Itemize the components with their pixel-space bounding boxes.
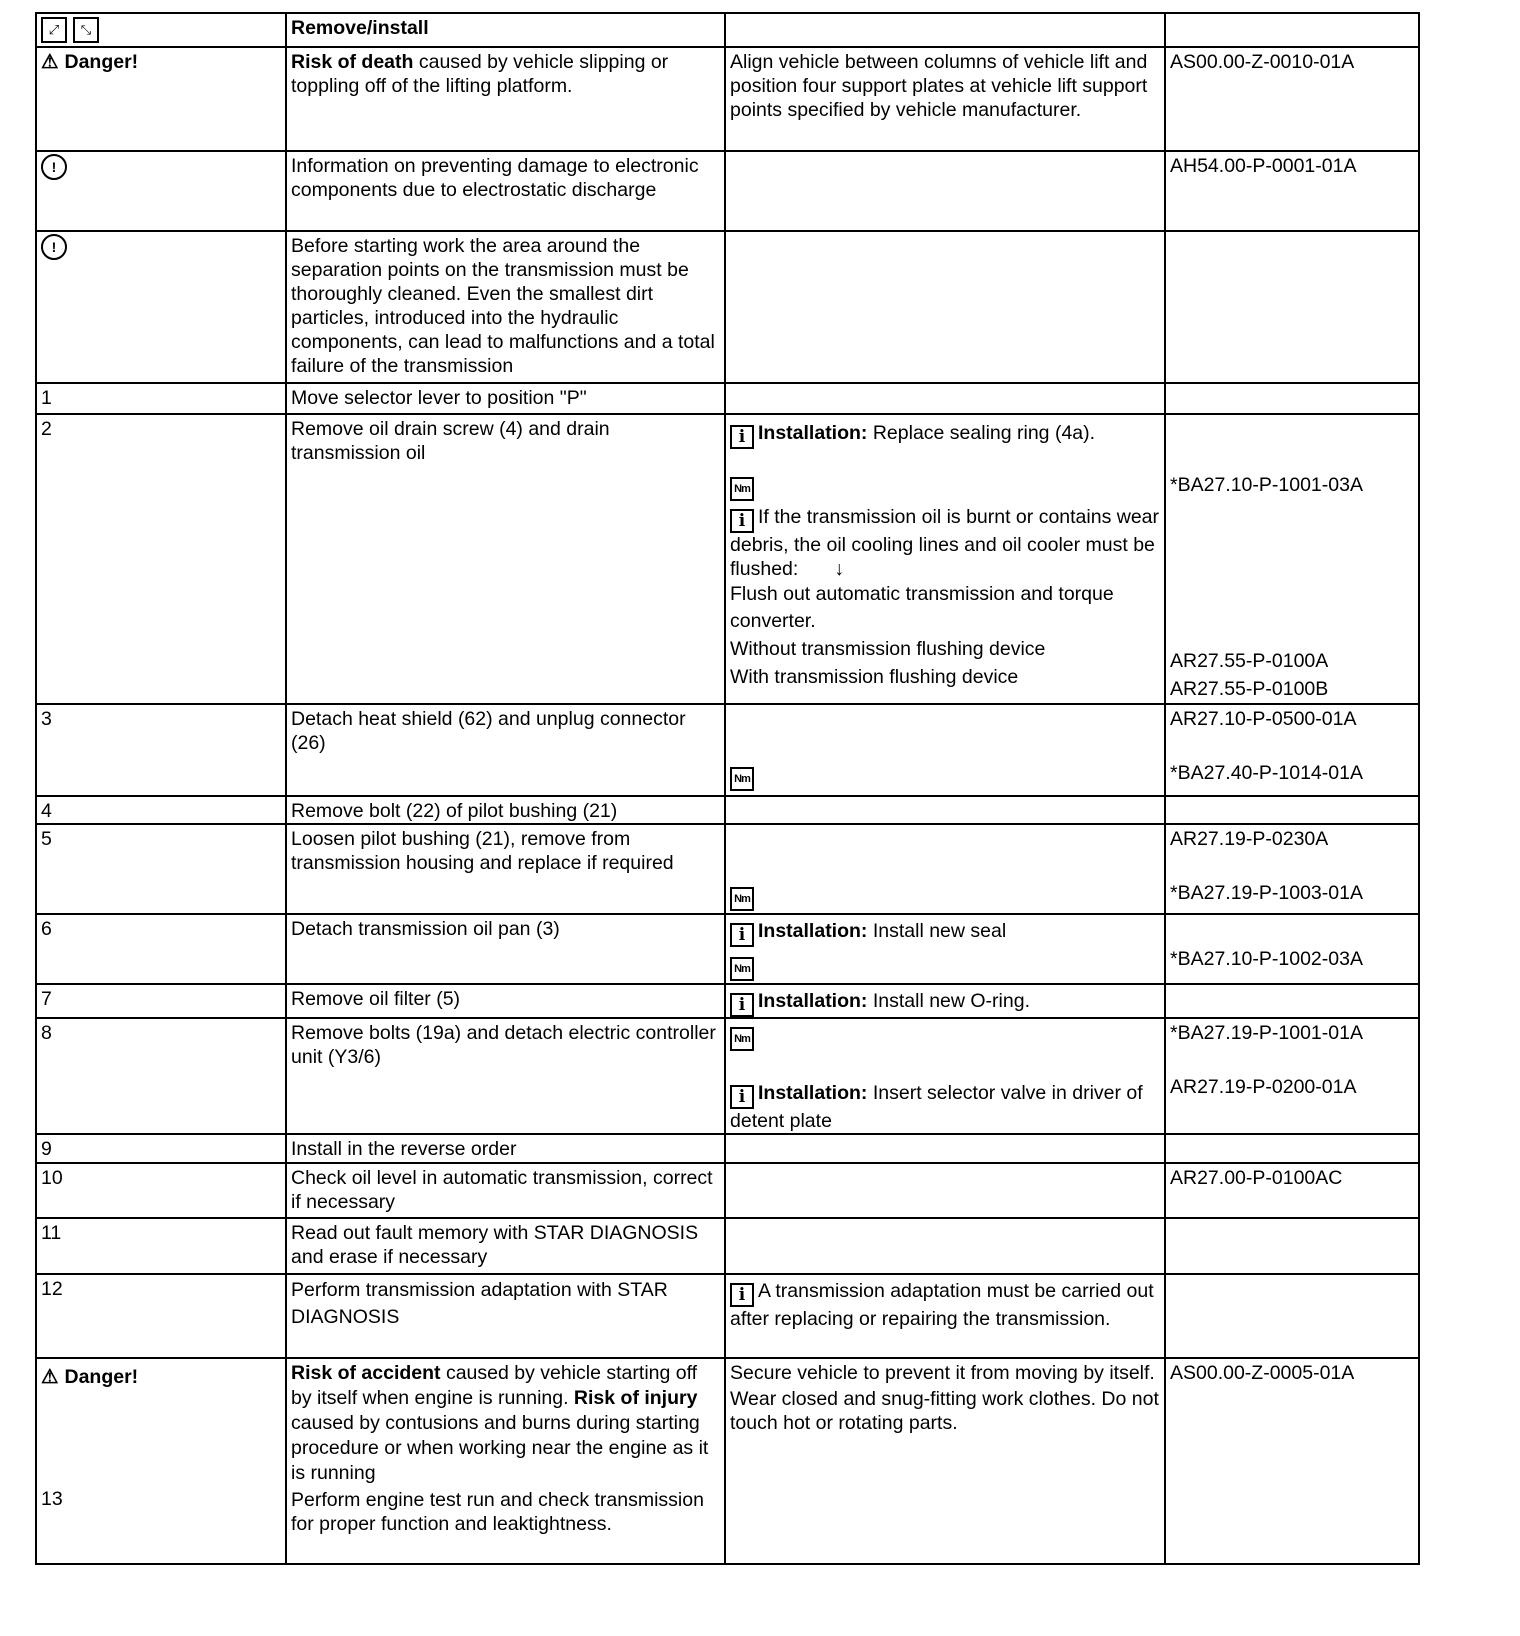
danger-cell (36, 47, 286, 151)
step-description: Install in the reverse order (286, 1134, 725, 1163)
empty-cell (1165, 1274, 1419, 1358)
doc-ref-link[interactable]: *BA27.10-P-1002-03A (1170, 948, 1363, 970)
header-icons-cell (36, 13, 286, 47)
doc-ref-link[interactable]: *BA27.10-P-1001-03A (1170, 474, 1363, 496)
danger-label: Danger! (64, 51, 139, 73)
refs-cell (1165, 414, 1419, 704)
table-row (36, 414, 1419, 704)
step-number: 7 (36, 984, 286, 1018)
doc-ref-link[interactable]: *BA27.19-P-1003-01A (1170, 882, 1363, 904)
empty-cell (1165, 1218, 1419, 1274)
step-description: Remove bolts (19a) and detach electric controller unit (Y3/6) (286, 1018, 725, 1134)
step-number: 6 (36, 914, 286, 984)
step-description: Read out fault memory with STAR DIAGNOSIS and erase if necessary (286, 1218, 725, 1274)
table-row (36, 984, 1419, 1018)
step-description: Remove oil drain screw (4) and drain transmission oil (286, 414, 725, 704)
torque-icon[interactable]: Nm (730, 887, 754, 911)
danger-bold-text: Risk of accident (291, 1362, 441, 1384)
note-bold: Installation: (758, 422, 868, 444)
step-number: 1 (36, 383, 286, 414)
step-description: Detach heat shield (62) and unplug connector (26) (286, 704, 725, 796)
danger-description (286, 1358, 725, 1564)
info-icon: i (730, 923, 754, 947)
doc-ref-link[interactable]: AR27.00-P-0100AC (1165, 1163, 1419, 1218)
danger-text: caused by vehicle slipping or toppling off of the lifting platform. (291, 51, 669, 97)
step-number: 3 (36, 704, 286, 796)
danger-cell (36, 1358, 286, 1564)
step-number: 8 (36, 1018, 286, 1134)
info-icon: i (730, 993, 754, 1017)
esd-warning-icon: ! (41, 234, 67, 260)
table-row (36, 1358, 1419, 1564)
esd-warning-icon: ! (41, 154, 67, 180)
note-text: If the transmission oil is burnt or contains wear debris, the oil cooling lines and oil cooler must be flushed: (730, 506, 1160, 580)
step-description: Perform engine test run and check transmission for proper function and leaktightness. (291, 1489, 704, 1535)
table-row (36, 1134, 1419, 1163)
header-empty-4 (1165, 13, 1419, 47)
esd-description: Information on preventing damage to electronic components due to electrostatic discharge (286, 151, 725, 231)
torque-icon[interactable]: Nm (730, 1027, 754, 1051)
step-notes (725, 824, 1165, 914)
empty-cell (1165, 231, 1419, 383)
empty-cell (1165, 1134, 1419, 1163)
note-bold: Installation: (758, 990, 868, 1012)
refs-cell (1165, 1018, 1419, 1134)
step-number: 2 (36, 414, 286, 704)
table-row (36, 151, 1419, 231)
danger-description (286, 47, 725, 151)
danger-text: caused by vehicle starting off by itself when engine is running. (291, 1362, 698, 1409)
step-notes (725, 1274, 1165, 1358)
esd-icon-cell (36, 151, 286, 231)
table-row (36, 47, 1419, 151)
note-text: Insert selector valve in driver of detent plate (730, 1082, 1143, 1132)
note-bold: Installation: (758, 920, 868, 942)
arrow-down-icon: ↓ (834, 558, 845, 580)
doc-ref-link[interactable]: AS00.00-Z-0005-01A (1165, 1358, 1419, 1564)
empty-cell (725, 1163, 1165, 1218)
empty-cell (1165, 383, 1419, 414)
danger-measure (725, 1358, 1165, 1564)
table-row (36, 824, 1419, 914)
table-row (36, 704, 1419, 796)
flush-text: Flush out automatic transmission and torque converter. (730, 583, 1114, 632)
torque-icon[interactable]: Nm (730, 767, 754, 791)
torque-icon[interactable]: Nm (730, 477, 754, 501)
step-number: 4 (36, 796, 286, 824)
danger-bold-text: Risk of injury (573, 1387, 698, 1409)
step-number: 9 (36, 1134, 286, 1163)
esd-icon-cell (36, 231, 286, 383)
step-notes (725, 1018, 1165, 1134)
step-notes (725, 914, 1165, 984)
doc-ref-link[interactable]: AR27.19-P-0200-01A (1170, 1076, 1357, 1098)
table-row (36, 1018, 1419, 1134)
doc-ref-link[interactable]: *BA27.19-P-1001-01A (1170, 1022, 1363, 1044)
empty-cell (725, 1218, 1165, 1274)
doc-ref-link[interactable]: AS00.00-Z-0010-01A (1165, 47, 1419, 151)
table-row (36, 1274, 1419, 1358)
measure-text: Secure vehicle to prevent it from moving by itself. (730, 1362, 1155, 1384)
doc-ref-link[interactable]: AR27.55-P-0100B (1170, 678, 1329, 700)
with-flushing-label: With transmission flushing device (730, 666, 1019, 688)
header-title: Remove/install (286, 13, 725, 47)
danger-text: caused by contusions and burns during starting procedure or when working near the engine as it is running (291, 1412, 709, 1484)
doc-ref-link[interactable]: AR27.19-P-0230A (1170, 828, 1329, 850)
table-row (36, 1218, 1419, 1274)
empty-cell (725, 231, 1165, 383)
step-number: 10 (36, 1163, 286, 1218)
info-icon: i (730, 509, 754, 533)
info-icon: i (730, 1283, 754, 1307)
step-notes (725, 414, 1165, 704)
warning-icon: ⚠ (41, 51, 59, 73)
empty-cell (725, 383, 1165, 414)
measure-text: Wear closed and snug-fitting work clothes. Do not touch hot or rotating parts. (730, 1388, 1159, 1434)
info-icon: i (730, 425, 754, 449)
header-empty-3 (725, 13, 1165, 47)
collapse-icon[interactable]: ⤡ (73, 17, 99, 43)
doc-ref-link[interactable]: AR27.10-P-0500-01A (1170, 708, 1357, 730)
header-row (36, 13, 1419, 47)
step-notes (725, 704, 1165, 796)
note-text: Install new O-ring. (867, 990, 1030, 1012)
without-flushing-label: Without transmission flushing device (730, 638, 1046, 660)
step-notes (725, 984, 1165, 1018)
info-icon: i (730, 1085, 754, 1109)
table-row (36, 914, 1419, 984)
danger-label: Danger! (64, 1366, 139, 1388)
expand-icon[interactable]: ⤢ (41, 17, 67, 43)
refs-cell (1165, 704, 1419, 796)
empty-cell (1165, 796, 1419, 824)
step-number: 13 (41, 1488, 63, 1510)
note-text: A transmission adaptation must be carried out after replacing or repairing the transmission. (730, 1280, 1154, 1330)
empty-cell (725, 796, 1165, 824)
empty-cell (725, 151, 1165, 231)
refs-cell (1165, 914, 1419, 984)
step-description: Check oil level in automatic transmission, correct if necessary (286, 1163, 725, 1218)
step-description: Loosen pilot bushing (21), remove from transmission housing and replace if required (286, 824, 725, 914)
doc-ref-link[interactable]: AR27.55-P-0100A (1170, 650, 1329, 672)
warning-icon: ⚠ (41, 1366, 59, 1388)
refs-cell (1165, 824, 1419, 914)
empty-cell (725, 1134, 1165, 1163)
table-row (36, 383, 1419, 414)
table-row (36, 1163, 1419, 1218)
step-number: 12 (36, 1274, 286, 1358)
cleaning-description: Before starting work the area around the separation points on the transmission must be thoroughly cleaned. Even the smallest dirt particles, introduced into the hydraulic components, can lead to malfunctions and a total failure of the transmission (286, 231, 725, 383)
torque-icon[interactable]: Nm (730, 957, 754, 981)
step-description: Perform transmission adaptation with STAR DIAGNOSIS (286, 1274, 725, 1358)
table-row (36, 796, 1419, 824)
step-description: Remove bolt (22) of pilot bushing (21) (286, 796, 725, 824)
note-text: Replace sealing ring (4a). (867, 422, 1096, 444)
procedure-table (35, 12, 1420, 1565)
note-bold: Installation: (758, 1082, 868, 1104)
danger-measure: Align vehicle between columns of vehicle lift and position four support plates at vehicle lift support points specified by vehicle manufacturer. (725, 47, 1165, 151)
table-row (36, 231, 1419, 383)
step-description: Move selector lever to position "P" (286, 383, 725, 414)
step-number: 5 (36, 824, 286, 914)
step-description: Detach transmission oil pan (3) (286, 914, 725, 984)
doc-ref-link[interactable]: AH54.00-P-0001-01A (1165, 151, 1419, 231)
empty-cell (1165, 984, 1419, 1018)
step-number: 11 (36, 1218, 286, 1274)
danger-bold-text: Risk of death (291, 51, 414, 73)
doc-ref-link[interactable]: *BA27.40-P-1014-01A (1170, 762, 1363, 784)
step-description: Remove oil filter (5) (286, 984, 725, 1018)
note-text: Install new seal (867, 920, 1007, 942)
